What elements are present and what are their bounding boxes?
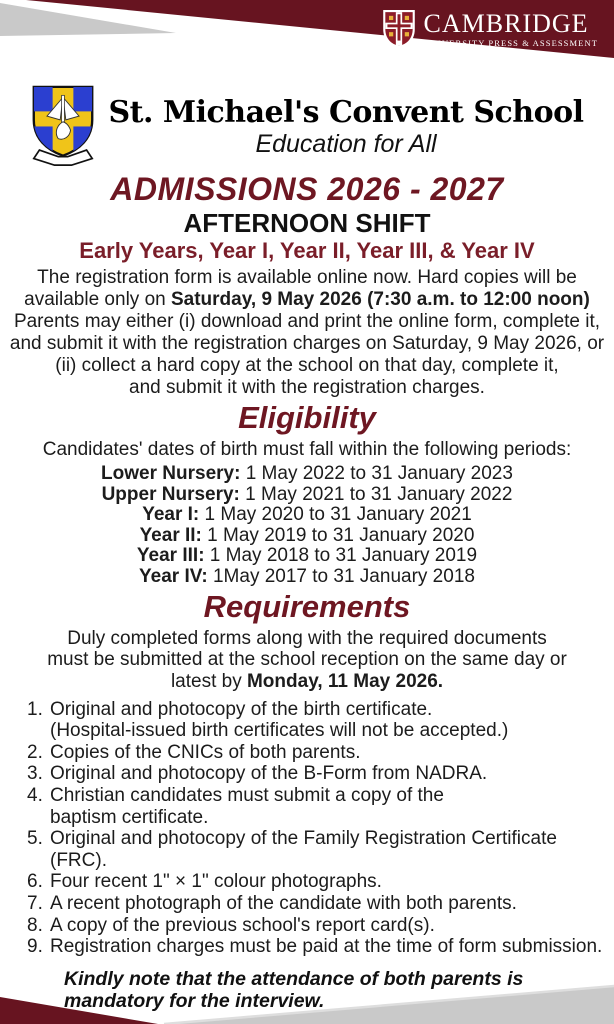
requirement-item: 6. Four recent 1" × 1" colour photographs. — [27, 871, 382, 893]
requirement-item: 9. Registration charges must be paid at the time of form submission. — [27, 936, 603, 958]
registration-intro: The registration form is available online now. Hard copies will be available only on Saturday, 9 May 2026 (7:30 a.m. to 12:00 noon) Parents may either (i) download and print the online form, complete it, and submit it with the registration charges on Saturday, 9 May 2026, or (ii) collect a hard copy at the school on that day, complete it, and submit it with the registration charges. — [9, 267, 605, 398]
requirement-item: 4. Christian candidates must submit a copy of the baptism certificate. — [27, 785, 444, 828]
bottom-decoration — [0, 984, 614, 1024]
requirement-item: 5. Original and photocopy of the Family Registration Certificate (FRC). — [27, 828, 557, 871]
classes-line: Early Years, Year I, Year II, Year III, & Year IV — [79, 238, 535, 263]
parents-note: Kindly note that the attendance of both parents is mandatory for the interview. — [64, 967, 524, 1013]
eligibility-period: Year II: 1 May 2019 to 31 January 2020 — [139, 524, 475, 546]
requirement-item: 2. Copies of the CNICs of both parents. — [27, 741, 361, 763]
requirements-heading: Requirements — [203, 588, 411, 624]
requirement-item: 7. A recent photograph of the candidate with both parents. — [27, 893, 517, 915]
requirement-item: 1. Original and photocopy of the birth certificate. (Hospital-issued birth certificates will not be accepted.) — [27, 698, 509, 742]
school-header — [0, 84, 614, 168]
admissions-title: ADMISSIONS 2026 - 2027 — [110, 171, 504, 207]
eligibility-periods — [0, 464, 614, 588]
eligibility-intro: Candidates' dates of birth must fall within the following periods: — [42, 439, 572, 460]
requirement-item: 3. Original and photocopy of the B-Form from NADRA. — [27, 763, 488, 785]
cambridge-title: CAMBRIDGE — [423, 8, 589, 38]
requirement-item: 8. A copy of the previous school's report card(s). — [27, 914, 435, 936]
cambridge-subtitle: UNIVERSITY PRESS & ASSESSMENT — [423, 37, 598, 48]
eligibility-period: Year III: 1 May 2018 to 31 January 2019 — [136, 545, 478, 567]
school-crest-icon — [30, 84, 96, 168]
school-motto: Education for All — [255, 129, 437, 158]
eligibility-period: Lower Nursery: 1 May 2022 to 31 January 2023 — [101, 463, 513, 484]
eligibility-period: Year IV: 1May 2017 to 31 January 2018 — [139, 565, 475, 587]
school-name: St. Michael's Convent School — [108, 94, 584, 130]
eligibility-period: Year I: 1 May 2020 to 31 January 2021 — [142, 504, 472, 526]
requirements-list — [27, 699, 606, 958]
shift-title: AFTERNOON SHIFT — [183, 208, 431, 238]
eligibility-heading: Eligibility — [238, 400, 376, 435]
school-title-block — [108, 95, 583, 158]
requirements-intro: Duly completed forms along with the required documents must be submitted at the school reception on the same day or latest by Monday, 11 May 2026. — [47, 627, 567, 692]
bottom-maroon-wedge — [0, 997, 158, 1024]
eligibility-period: Upper Nursery: 1 May 2021 to 31 January 2022 — [101, 483, 513, 505]
